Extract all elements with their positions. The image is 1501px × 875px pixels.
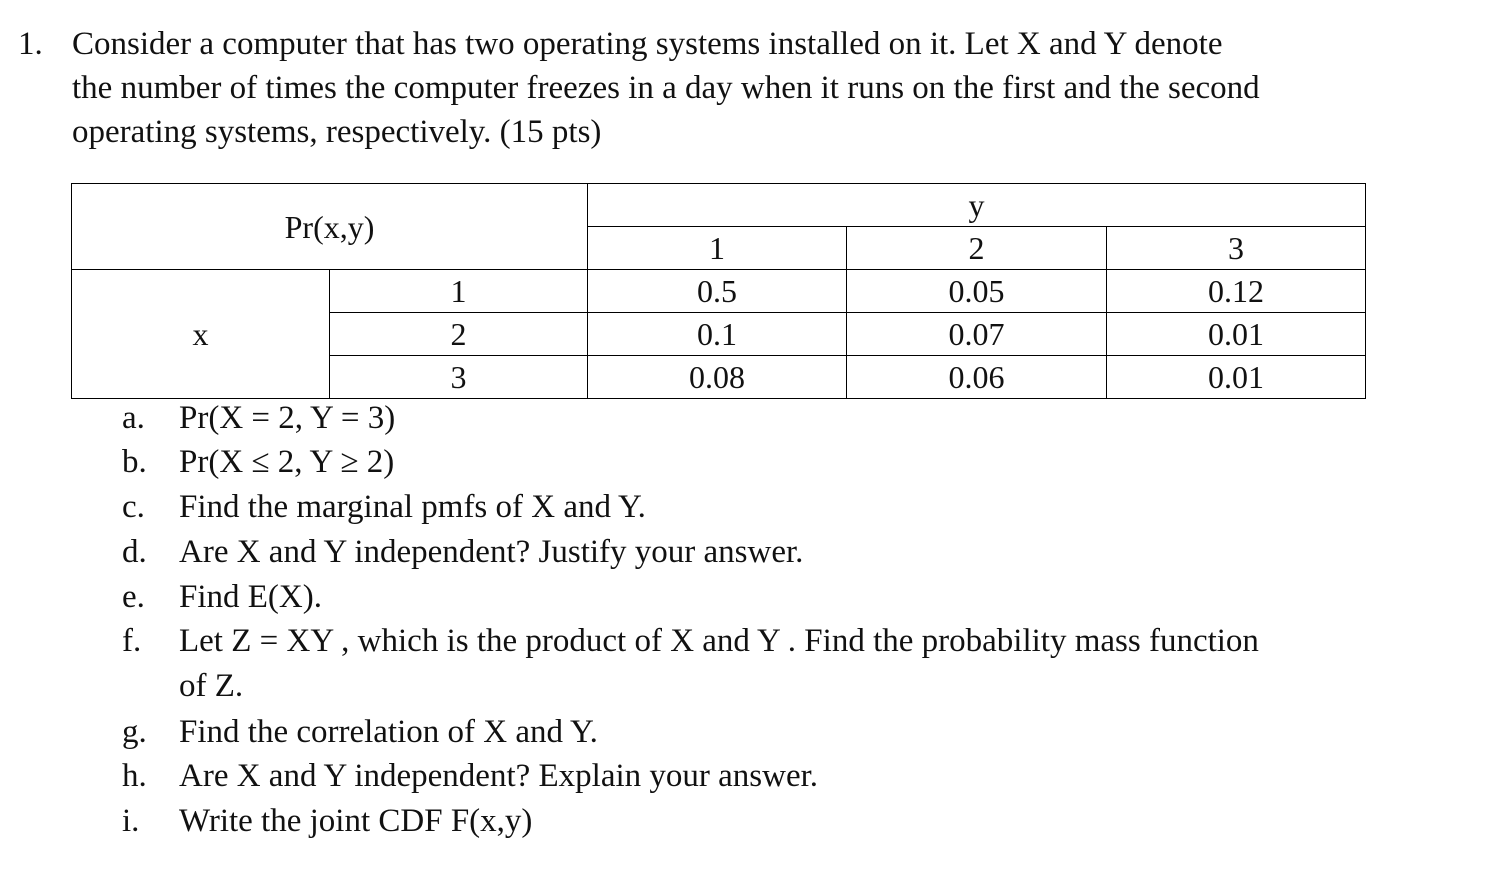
column-header: 1 [588,227,847,270]
subquestion-text: Pr(X = 2, Y = 3) [179,400,396,436]
subquestion-text: Write the joint CDF F(x,y) [179,803,533,839]
table-cell: 0.1 [588,313,847,356]
table-cell: 0.06 [847,356,1107,399]
subquestion-text: Let Z = XY , which is the product of X and Y . Find the probability mass function [179,623,1259,659]
subquestion-letter: g. [122,714,147,750]
subquestion-text: Pr(X ≤ 2, Y ≥ 2) [179,444,395,480]
column-header: 3 [1107,227,1366,270]
table-cell: 0.05 [847,270,1107,313]
table-cell: 0.01 [1107,356,1366,399]
subquestion-letter: i. [122,803,140,839]
problem-line: Consider a computer that has two operating systems installed on it. Let X and Y denote [72,26,1223,62]
row-header: 2 [330,313,588,356]
subquestion-letter: f. [122,623,142,659]
row-header: 1 [330,270,588,313]
subquestion-letter: h. [122,758,147,794]
subquestion-g [122,714,598,751]
problem-statement [72,22,1382,154]
subquestion-h [122,758,818,795]
row-variable-label: x [72,270,330,399]
problem-line: operating systems, respectively. (15 pts) [72,114,602,150]
column-variable-label: y [588,184,1366,227]
subquestion-b [122,444,394,481]
table-cell: 0.01 [1107,313,1366,356]
subquestion-letter: c. [122,489,145,525]
table-cell: 0.07 [847,313,1107,356]
subquestion-letter: b. [122,444,147,480]
subquestion-text-continued: of Z. [179,668,244,704]
subquestion-c [122,489,646,526]
subquestion-letter: a. [122,400,145,436]
subquestion-letter: d. [122,534,147,570]
subquestion-d [122,534,803,571]
table-cell: 0.12 [1107,270,1366,313]
subquestion-text: Find E(X). [179,579,322,615]
joint-pmf-table [71,183,1366,399]
subquestion-text: Are X and Y independent? Justify your answer. [179,534,804,570]
subquestion-text: Are X and Y independent? Explain your answer. [179,758,819,794]
subquestion-letter: e. [122,579,145,615]
row-header: 3 [330,356,588,399]
subquestion-i [122,803,532,840]
subquestion-e [122,579,322,616]
subquestion-f [122,623,1259,704]
table-cell: 0.08 [588,356,847,399]
subquestion-text: Find the marginal pmfs of X and Y. [179,489,646,525]
column-header: 2 [847,227,1107,270]
table-row [72,270,1366,313]
problem-line: the number of times the computer freezes in a day when it runs on the first and the second [72,70,1260,106]
subquestion-a [122,400,395,437]
table-cell: 0.5 [588,270,847,313]
subquestion-text: Find the correlation of X and Y. [179,714,598,750]
table-corner-label: Pr(x,y) [72,184,588,270]
problem-number: 1. [18,26,43,62]
